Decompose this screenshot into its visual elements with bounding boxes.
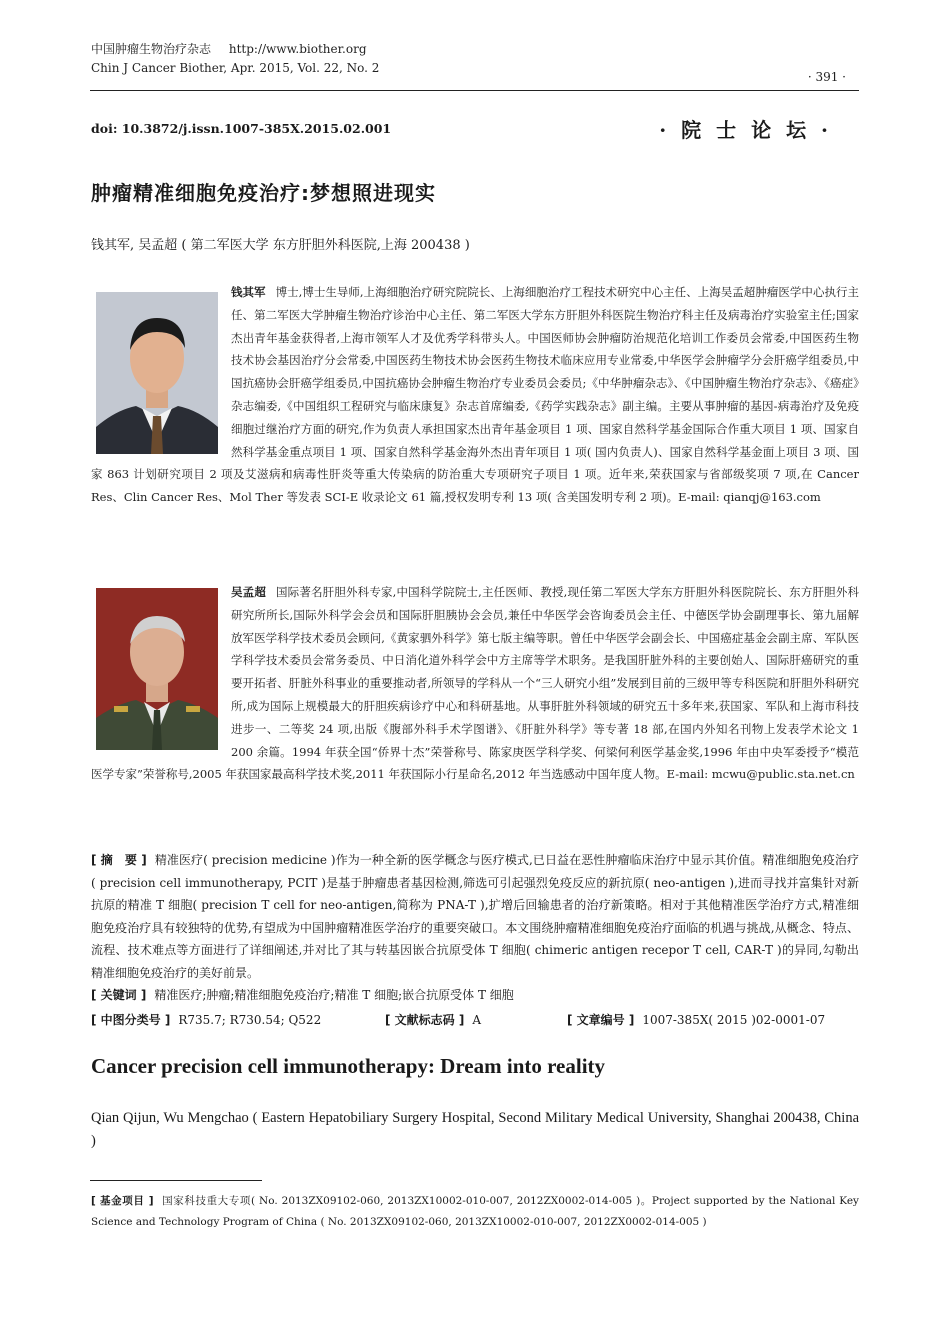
clc-label: [ 中图分类号 ] bbox=[91, 1013, 171, 1027]
bio-name: 钱其军 bbox=[231, 285, 266, 299]
journal-header bbox=[91, 40, 379, 78]
bio-name: 吴孟超 bbox=[231, 585, 267, 599]
article-value: 1007-385X( 2015 )02-0001-07 bbox=[642, 1013, 826, 1027]
journal-url[interactable]: http://www.biother.org bbox=[228, 42, 367, 56]
clc bbox=[91, 1011, 321, 1028]
bio-text: 博士,博士生导师,上海细胞治疗研究院院长、上海细胞治疗工程技术研究中心主任、上海吴孟超肿瘤医学中心执行主任、第二军医大学肿瘤生物治疗诊治中心主任、第二军医大学东方肝胆外科医院生物治疗科主任及病毒治疗实验室主任;国家杰出青年基金获得者,上海市领军人才及优秀学科带头人。中国医师协会肿瘤防治规范化培训工作委员会常委,中国医药生物技术协会基因治疗分会常委,中国医药生物技术协会医药生物技术临床应用专业常委,中华医学会肿瘤学分会肝癌学组委员,中国抗癌协会肝癌学组委员,中国抗癌协会肿瘤生物治疗专业委员会委员;《中华肿瘤杂志》、《中国肿瘤生物治疗杂志》、《癌症》杂志编委,《中国组织工程研究与临床康复》杂志首席编委,《药学实践杂志》副主编。主要从事肿瘤的基因-病毒治疗及免疫细胞过继治疗方面的研究,作为负责人承担国家杰出青年基金项目 1 项、国家自然科学基金国际合作重大项目 1 项、国家自然科学基金重点项目 1 项、国家自然科学基金海外杰出青年项目 1 项( 国内负责人)、国家自然科学基金面上项目 3 项、国家 863 计划研究项目 2 项及艾滋病和病毒性肝炎等重大传染病的防治重大专项研究子项目 1 项。近年来,荣获国家与省部级奖项 7 项,在 Cancer Res、Clin Cancer Res、Mol Ther 等发表 SCI-E 收录论文 61 篇,授权发明专利 13 项( 含美国发明专利 2 项)。E-mail: qianqj@163.com bbox=[91, 285, 860, 505]
classification-line bbox=[91, 1011, 859, 1031]
photo-spacer bbox=[91, 281, 231, 441]
funding-label: [ 基金项目 ] bbox=[91, 1195, 154, 1207]
keywords bbox=[91, 984, 859, 1007]
keywords-text: 精准医疗;肿瘤;精准细胞免疫治疗;精准 T 细胞;嵌合抗原受体 T 细胞 bbox=[154, 988, 514, 1002]
article-title-cn: 肿瘤精准细胞免疫治疗:梦想照进现实 bbox=[91, 181, 436, 205]
funding-note bbox=[91, 1191, 859, 1232]
bio-qian bbox=[91, 281, 859, 509]
doc-code bbox=[385, 1011, 481, 1028]
funding-text: 国家科技重大专项( No. 2013ZX09102-060, 2013ZX10002-010-007, 2012ZX0002-014-005 )。Project supported by the National Key Science and Technology Program of China ( No. 2013ZX09102-060, 2013ZX10002-010-007, 2012ZX0002-014-005 ) bbox=[91, 1195, 859, 1228]
authors-en: Qian Qijun, Wu Mengchao ( Eastern Hepatobiliary Surgery Hospital, Second Military Medical University, Shanghai 200438, China ) bbox=[91, 1110, 859, 1149]
abstract bbox=[91, 849, 859, 985]
article-label: [ 文章编号 ] bbox=[567, 1013, 635, 1027]
page-number: · 391 · bbox=[807, 70, 846, 84]
doc-value: A bbox=[472, 1013, 481, 1027]
column-name: · 院 士 论 坛 · bbox=[659, 118, 832, 142]
article-title-en: Cancer precision cell immunotherapy: Dream into reality bbox=[91, 1054, 606, 1078]
journal-name-cn: 中国肿瘤生物治疗杂志 bbox=[91, 42, 212, 56]
footnote-rule bbox=[90, 1180, 262, 1181]
authors-cn: 钱其军, 吴孟超 ( 第二军医大学 东方肝胆外科医院,上海 200438 ) bbox=[91, 238, 470, 253]
abstract-text: 精准医疗( precision medicine )作为一种全新的医学概念与医疗模式,已日益在恶性肿瘤临床治疗中显示其价值。精准细胞免疫治疗( precision cell immunotherapy, PCIT )是基于肿瘤患者基因检测,筛选可引起强烈免疫反应的新抗原( neo-antigen ),进而寻找并富集针对新抗原的精准 T 细胞( precision T cell for neo-antigen,简称为 PNA-T ),扩增后回输患者的治疗新策略。相对于其他精准医学治疗方式,精准细胞免疫治疗具有较独特的优势,有望成为中国肿瘤精准医学治疗的重要突破口。本文围绕肿瘤精准细胞免疫治疗面临的机遇与挑战,从概念、特点、流程、技术难点等方面进行了详细阐述,并对比了其与转基因嵌合抗原受体 T 细胞( chimeric antigen recepor T cell, CAR-T )的异同,勾勒出精准细胞免疫治疗的美好前景。 bbox=[91, 853, 859, 980]
doi[interactable]: doi: 10.3872/j.issn.1007-385X.2015.02.001 bbox=[91, 121, 392, 136]
header-rule bbox=[90, 90, 859, 91]
abstract-label: [ 摘 要 ] bbox=[91, 853, 147, 867]
clc-value: R735.7; R730.54; Q522 bbox=[178, 1013, 322, 1027]
bio-wu bbox=[91, 581, 859, 786]
doc-label: [ 文献标志码 ] bbox=[385, 1013, 465, 1027]
journal-name-en: Chin J Cancer Biother, Apr. 2015, Vol. 22, No. 2 bbox=[91, 61, 380, 75]
article-number bbox=[567, 1011, 825, 1028]
keywords-label: [ 关键词 ] bbox=[91, 988, 147, 1002]
bio-text: 国际著名肝胆外科专家,中国科学院院士,主任医师、教授,现任第二军医大学东方肝胆外科医院院长、东方肝胆外科研究所所长,国际外科学会会员和国际肝胆胰协会会员,兼任中华医学会咨询委员会主任、中德医学协会副理事长、第九届解放军医学科学技术委员会顾问,《黄家驷外科学》第七版主编等职。曾任中华医学会副会长、中国癌症基金会副主席、军队医学科学技术委员会常务委员、中日消化道外科学会中方主席等学术职务。是我国肝脏外科的主要创始人、国际肝癌研究的重要开拓者、肝脏外科事业的重要推动者,所领导的学科从一个“三人研究小组”发展到目前的三级甲等专科医院和肝胆外科研究所,成为国际上规模最大的肝胆疾病诊疗中心和科研基地。从事肝脏外科领域的研究五十多年来,获国家、军队和上海市科技进步一、二等奖 24 项,出版《腹部外科手术学图谱》、《肝脏外科学》等专著 18 部,在国内外知名刊物上发表学术论文 1 200 余篇。1994 年获全国“侨界十杰”荣誉称号、陈家庚医学科学奖、何梁何利医学基金奖,1996 年由中央军委授予“模范医学专家”荣誉称号,2005 年获国家最高科学技术奖,2011 年获国际小行星命名,2012 年当选感动中国年度人物。E-mail: mcwu@public.sta.net.cn bbox=[91, 585, 860, 782]
photo-spacer bbox=[91, 581, 231, 741]
